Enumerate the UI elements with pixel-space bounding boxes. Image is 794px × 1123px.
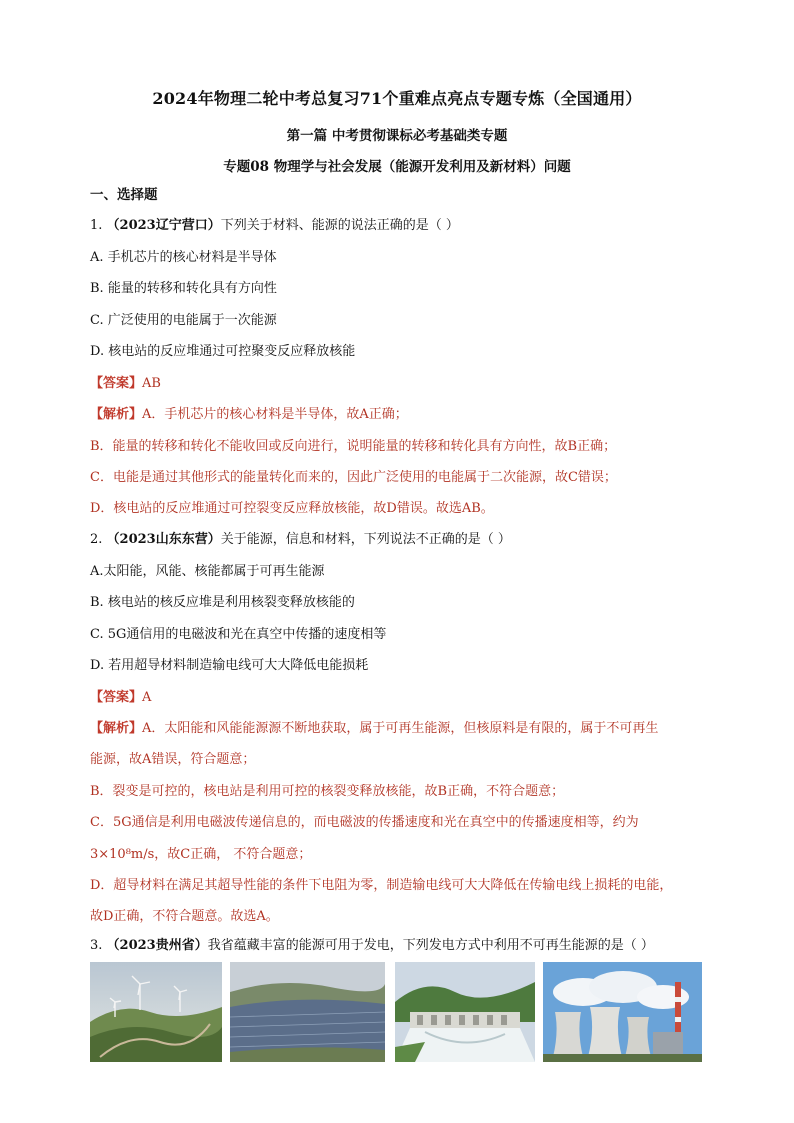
analysis-line: B．裂变是可控的，核电站是利用可控的核裂变释放核能，故B正确，不符合题意；	[90, 784, 565, 799]
option-d: D. 核电站的反应堆通过可控聚变反应释放核能	[90, 344, 356, 359]
part-heading: 第一篇 中考贯彻课标必考基础类专题	[286, 128, 508, 144]
option-images	[90, 962, 702, 1062]
option-b: B. 核电站的核反应堆是利用核裂变释放核能的	[90, 595, 355, 610]
question-text: 下列关于材料、能源的说法正确的是（ ）	[220, 218, 459, 233]
option-b: B. 能量的转移和转化具有方向性	[90, 281, 277, 296]
analysis-line: C．电能是通过其他形式的能量转化而来的，因此广泛使用的电能属于二次能源，故C错误；	[90, 470, 617, 485]
question-3-stem	[90, 937, 710, 955]
analysis-line: 【解析】A．手机芯片的核心材料是半导体，故A正确；	[90, 407, 408, 422]
answer-row	[90, 689, 710, 707]
option-c: C. 广泛使用的电能属于一次能源	[90, 313, 277, 328]
answer-value: AB	[142, 376, 161, 391]
analysis-label: 【解析】	[90, 721, 143, 736]
topic-heading: 专题08 物理学与社会发展（能源开发利用及新材料）问题	[223, 159, 571, 175]
analysis-line: 故D正确，不符合题意。故选A。	[90, 909, 279, 924]
analysis-line: D．核电站的反应堆通过可控裂变反应释放核能，故D错误。故选AB。	[90, 501, 494, 516]
option-d: D. 若用超导材料制造输电线可大大降低电能损耗	[90, 658, 369, 673]
question-source: （2023辽宁营口）	[106, 218, 221, 233]
analysis-line: D．超导材料在满足其超导性能的条件下电阻为零，制造输电线可大大降低在传输电线上损耗的电能，	[90, 878, 673, 893]
answer-label: 【答案】	[90, 376, 143, 391]
analysis-line: C．5G通信是利用电磁波传递信息的，而电磁波的传播速度和光在真空中的传播速度相等，约为	[90, 815, 639, 830]
answer-row	[90, 375, 710, 393]
hydro-dam-photo	[395, 962, 535, 1062]
solar-farm-photo	[230, 962, 385, 1062]
question-number: 1.	[90, 218, 103, 233]
document-title: 2024年物理二轮中考总复习71个重难点亮点专题专炼（全国通用）	[152, 89, 642, 108]
option-c: C. 5G通信用的电磁波和光在真空中传播的速度相等	[90, 627, 387, 642]
power-plant-photo	[543, 962, 702, 1062]
analysis-line: 能源，故A错误，符合题意；	[90, 752, 256, 767]
question-source: （2023山东东营）	[106, 532, 221, 547]
question-2-stem	[90, 531, 710, 549]
analysis-label: 【解析】	[90, 407, 143, 422]
question-number: 2.	[90, 532, 103, 547]
analysis-line: B．能量的转移和转化不能收回或反向进行，说明能量的转移和转化具有方向性，故B正确；	[90, 439, 617, 454]
answer-value: A	[142, 690, 152, 705]
question-text: 我省蕴藏丰富的能源可用于发电，下列发电方式中利用不可再生能源的是（ ）	[207, 938, 654, 953]
question-1-stem	[90, 217, 710, 235]
option-a: A. 手机芯片的核心材料是半导体	[90, 250, 277, 265]
analysis-line: 【解析】A．太阳能和风能能源源不断地获取，属于可再生能源，但核原料是有限的，属于不可再生	[90, 721, 659, 736]
question-source: （2023贵州省）	[106, 938, 208, 953]
analysis-line: 3×10⁸m/s，故C正确， 不符合题意；	[90, 847, 312, 862]
wind-farm-photo	[90, 962, 222, 1062]
question-number: 3.	[90, 938, 103, 953]
section-heading: 一、选择题	[90, 187, 158, 203]
option-a: A.太阳能，风能、核能都属于可再生能源	[90, 564, 325, 579]
question-text: 关于能源，信息和材料，下列说法不正确的是（ ）	[220, 532, 511, 547]
answer-label: 【答案】	[90, 690, 143, 705]
